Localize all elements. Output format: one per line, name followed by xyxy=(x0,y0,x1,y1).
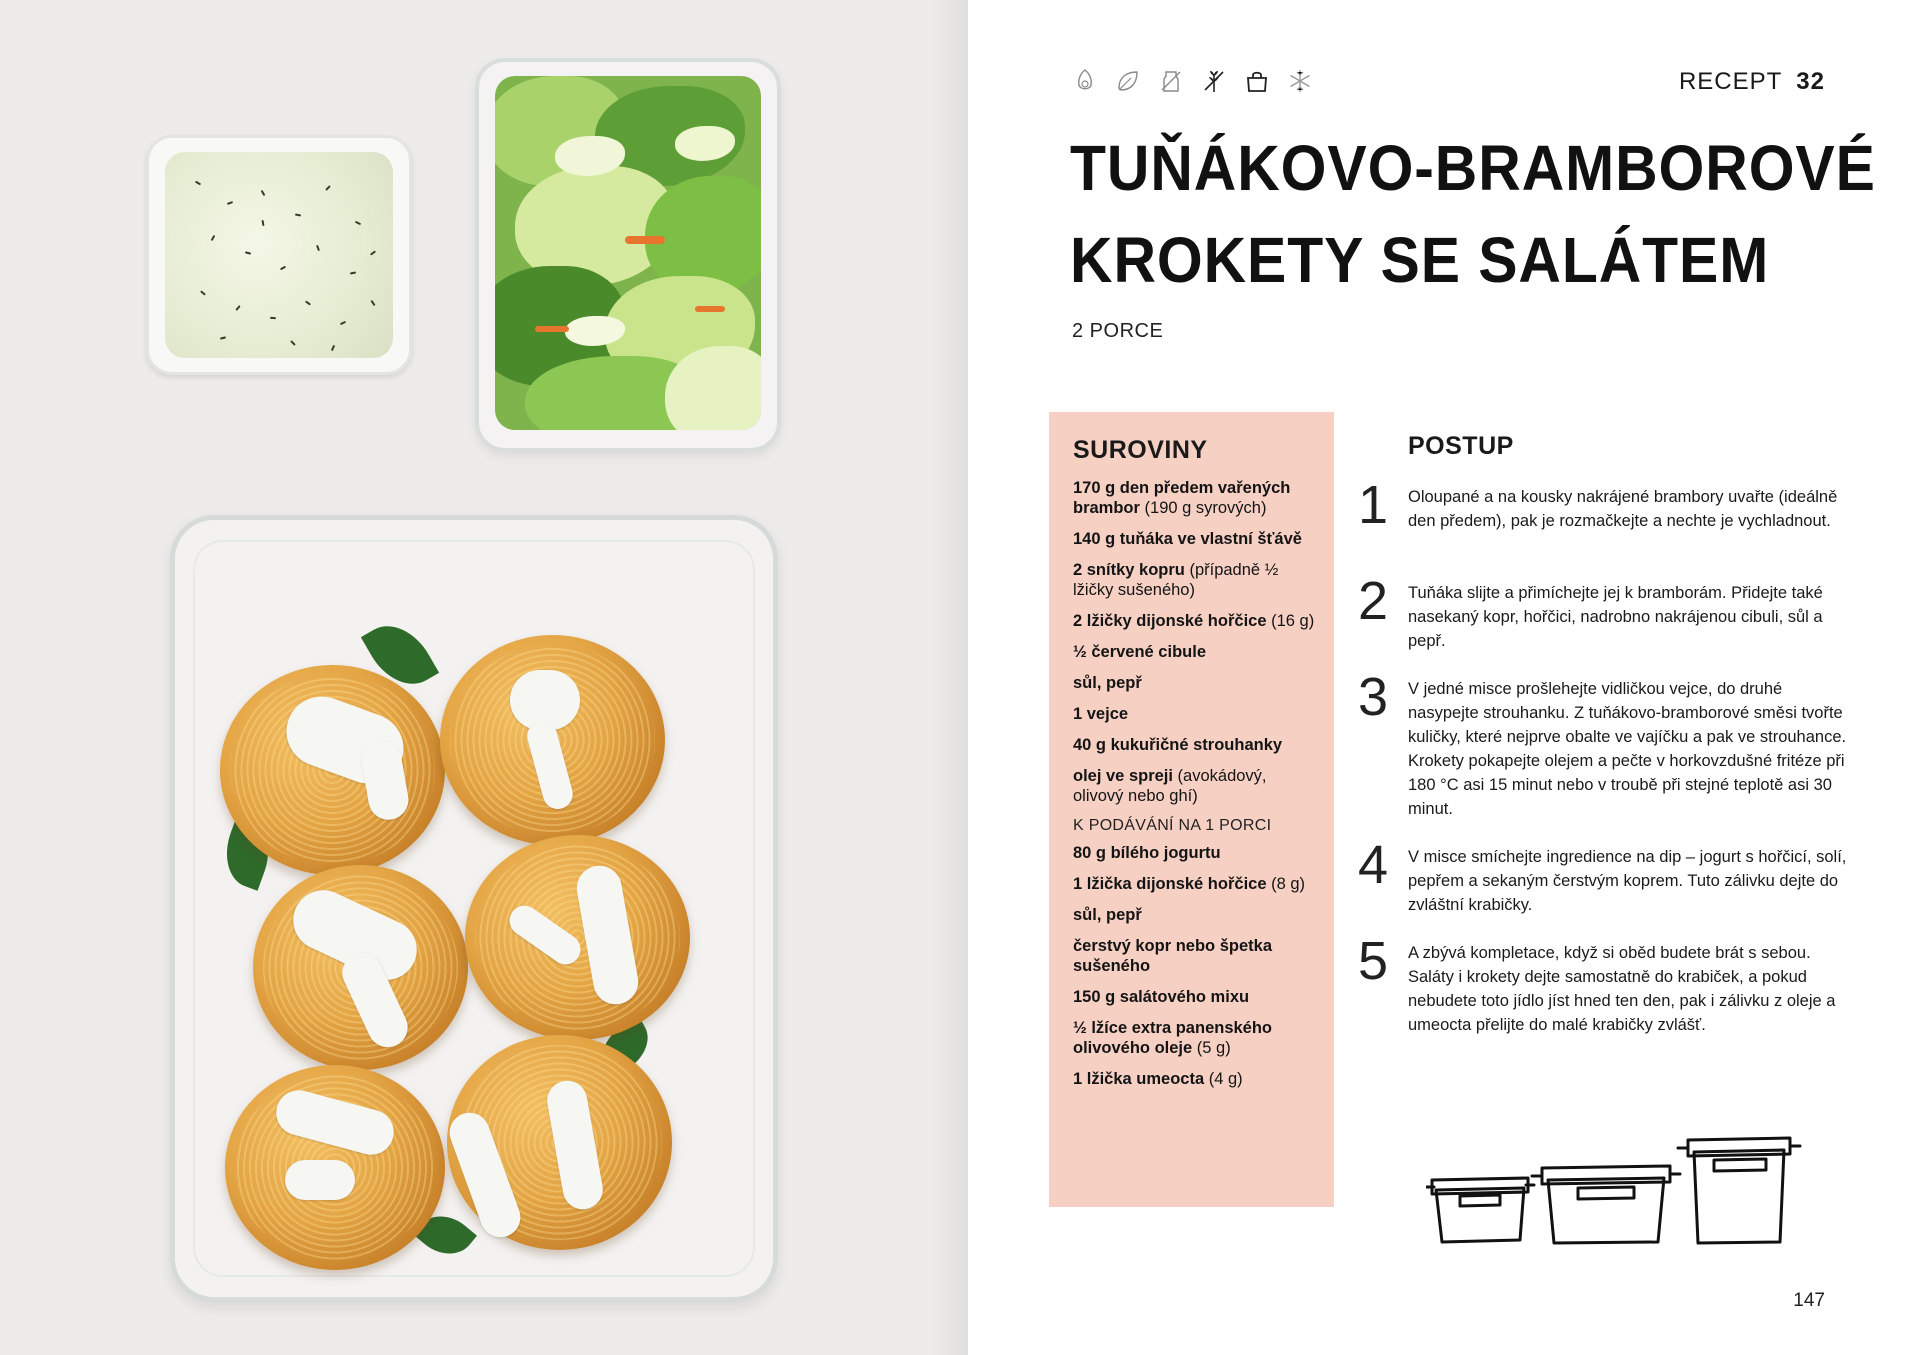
ingredient-amount: 80 g bílého jogurtu xyxy=(1073,844,1221,862)
step-number: 4 xyxy=(1358,835,1389,895)
recipe-title-line-2: KROKETY SE SALÁTEM xyxy=(1070,224,1770,296)
diet-icons-row xyxy=(1072,68,1313,94)
step-text: Tuňáka slijte a přimíchejte jej k bramborám. Přidejte také nasekaný kopr, hořčici, nadrobno nakrájenou cibuli, sůl a pepř. xyxy=(1408,584,1823,650)
ingredient-amount: 2 lžičky dijonské hořčice xyxy=(1073,612,1267,630)
lunchbox-bag-icon xyxy=(1244,68,1270,94)
ingredient-amount: sůl, pepř xyxy=(1073,906,1142,924)
lunchboxes-illustration xyxy=(1426,1130,1826,1250)
ingredient-item xyxy=(1073,874,1316,894)
step-text: V jedné misce prošlehejte vidličkou vejce, do druhé nasypejte strouhanku. Z tuňákovo-bramborové směsi tvořte kuličky, které nejprve obalte ve vajíčku a pak ve strouhance. Krokety pokapejte olejem a pečte v horkovzdušné fritéze při 180 °C asi 15 minut nebo v troubě při stejné teplotě asi 30 minut. xyxy=(1408,680,1847,818)
ingredient-amount: 1 lžička umeocta xyxy=(1073,1070,1205,1088)
ingredients-list xyxy=(1073,478,1316,806)
leaf-icon xyxy=(1115,68,1141,94)
step-text: A zbývá kompletace, když si oběd budete brát s sebou. Saláty i krokety dejte samostatně do krabiček, a pokud nebudete toto jídlo jíst hned ten den, pak i zálivku z oleje a umeocta přelijte do malé krabičky zvlášť. xyxy=(1408,944,1836,1034)
ingredient-item xyxy=(1073,735,1316,755)
method-heading: POSTUP xyxy=(1408,432,1514,460)
ingredient-item xyxy=(1073,642,1316,662)
ingredient-amount: 170 g den předem vařených brambor xyxy=(1073,479,1291,517)
croquette xyxy=(465,835,690,1040)
step-text: V misce smíchejte ingredience na dip – jogurt s hořčicí, solí, pepřem a sekaným čerstvým koprem. Tuto zálivku dejte do zvláštní krabičky. xyxy=(1408,848,1847,914)
ingredient-item xyxy=(1073,478,1316,518)
ingredients-heading: SUROVINY xyxy=(1073,436,1208,464)
ingredient-note: (8 g) xyxy=(1266,875,1306,893)
ingredient-item xyxy=(1073,673,1316,693)
ingredient-item xyxy=(1073,766,1316,806)
ingredient-note: (16 g) xyxy=(1266,612,1315,630)
salad-container-image xyxy=(475,58,781,452)
serving-heading: K PODÁVÁNÍ NA 1 PORCI xyxy=(1073,817,1272,834)
ingredient-amount: ½ červené cibule xyxy=(1073,643,1206,661)
ingredient-item xyxy=(1073,843,1316,863)
recipe-page xyxy=(968,0,1920,1355)
mixed-salad-image xyxy=(495,76,761,430)
ingredient-item xyxy=(1073,704,1316,724)
ingredient-amount: 140 g tuňáka ve vlastní šťávě xyxy=(1073,530,1302,548)
serving-list xyxy=(1073,843,1316,1089)
step-text: Oloupané a na kousky nakrájené brambory uvařte (ideálně den předem), pak je rozmačkejte a nechte je vychladnout. xyxy=(1408,488,1838,530)
method-step xyxy=(1358,667,1848,845)
ingredient-item xyxy=(1073,560,1316,600)
ingredient-item xyxy=(1073,1069,1316,1089)
ingredient-amount: čerstvý kopr nebo špetka sušeného xyxy=(1073,937,1272,975)
ingredient-amount: 2 snítky kopru xyxy=(1073,561,1185,579)
ingredient-note: (případně ½ lžičky sušeného) xyxy=(1073,561,1279,599)
ingredient-note: (4 g) xyxy=(1204,1070,1243,1088)
ingredient-amount: 40 g kukuřičné strouhanky xyxy=(1073,736,1283,754)
page-number: 147 xyxy=(1793,1290,1825,1311)
ingredient-amount: 1 vejce xyxy=(1073,705,1129,723)
ingredient-amount: 150 g salátového mixu xyxy=(1073,988,1250,1006)
ingredient-item xyxy=(1073,529,1316,549)
yogurt-dill-dip-image xyxy=(165,152,393,358)
ingredient-amount: ½ lžíce extra panenského olivového oleje xyxy=(1073,1019,1273,1057)
avocado-icon xyxy=(1072,68,1098,94)
ingredient-item xyxy=(1073,1018,1316,1058)
milk-carton-icon xyxy=(1158,68,1184,94)
step-number: 2 xyxy=(1358,571,1389,631)
snowflake-icon xyxy=(1287,68,1313,94)
method-step xyxy=(1358,475,1848,581)
croquettes-container-image xyxy=(170,515,778,1302)
ingredient-note: (190 g syrových) xyxy=(1139,499,1267,517)
ingredient-item xyxy=(1073,905,1316,925)
ingredient-note: (5 g) xyxy=(1192,1039,1231,1057)
method-section xyxy=(1358,432,1848,1041)
recipe-title-line-1: TUŇÁKOVO-BRAMBOROVÉ xyxy=(1070,132,1876,204)
dip-container-image xyxy=(146,135,412,375)
ingredient-amount: olej ve spreji xyxy=(1073,767,1173,785)
method-step xyxy=(1358,835,1848,941)
recipe-number: 32 xyxy=(1796,68,1825,95)
recipe-title xyxy=(1070,122,1876,306)
ingredient-item xyxy=(1073,987,1316,1007)
recipe-label: RECEPT xyxy=(1678,68,1783,95)
step-number: 1 xyxy=(1358,475,1389,535)
ingredient-note: (avokádový, olivový nebo ghí) xyxy=(1073,767,1267,805)
step-number: 5 xyxy=(1358,931,1389,991)
ingredient-item xyxy=(1073,611,1316,631)
no-gluten-icon xyxy=(1201,68,1227,94)
method-step xyxy=(1358,931,1848,1041)
ingredients-panel xyxy=(1049,412,1334,1207)
method-step xyxy=(1358,571,1848,677)
step-number: 3 xyxy=(1358,667,1389,727)
ingredient-item xyxy=(1073,936,1316,976)
recipe-number-label xyxy=(1679,68,1825,96)
ingredient-amount: sůl, pepř xyxy=(1073,674,1142,692)
portions: 2 PORCE xyxy=(1072,320,1164,342)
ingredient-amount: 1 lžička dijonské hořčice xyxy=(1073,875,1267,893)
